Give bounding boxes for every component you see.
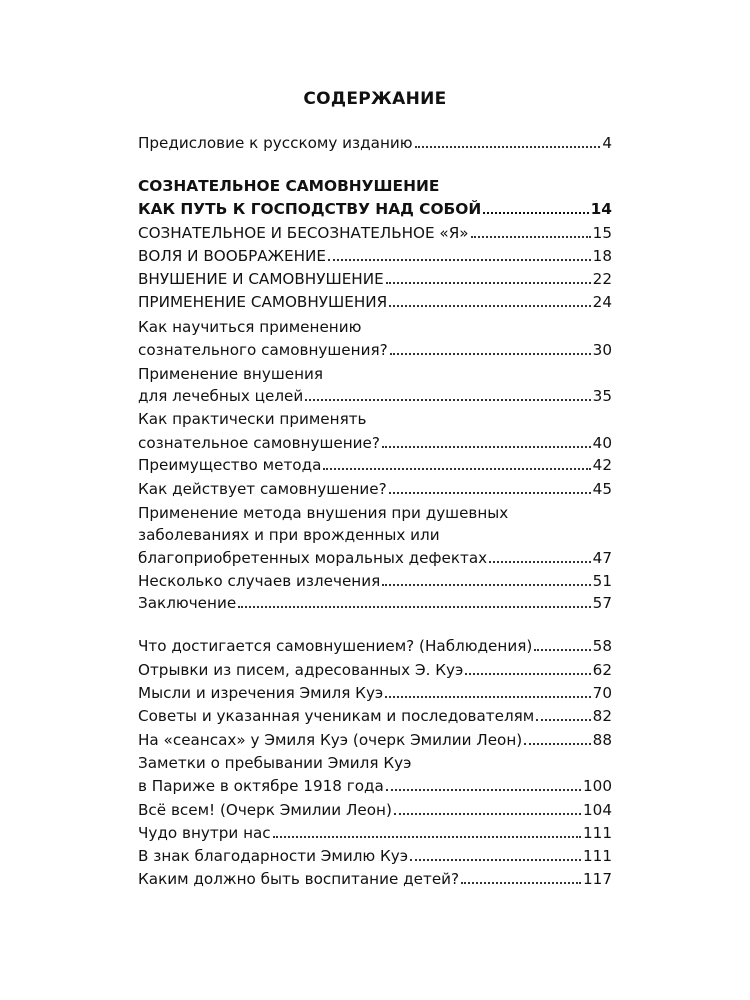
dot-leader [386, 282, 591, 284]
toc-entry-page: 42 [592, 456, 612, 474]
toc-entry [138, 452, 612, 474]
toc-entry-page: 4 [602, 134, 612, 152]
toc-entry-title: Что достигается самовнушением? (Наблюдения) [138, 637, 533, 655]
dot-leader [389, 492, 591, 494]
toc-entry-title: Мысли и изречения Эмиля Куэ [138, 684, 384, 702]
toc-entry [138, 545, 612, 567]
toc-entry-title: Как научиться применению [138, 318, 362, 336]
toc-entry-title: Применение внушения [138, 365, 324, 383]
toc-entry [138, 590, 612, 612]
toc-entry-title: заболеваниях и при врожденных или [138, 526, 440, 544]
toc-entry-page: 18 [592, 247, 612, 265]
dot-leader [323, 468, 590, 470]
toc-entry-title: сознательного самовнушения? [138, 341, 388, 359]
toc-entry-page: 35 [592, 387, 612, 405]
toc-entry-title: СОЗНАТЕЛЬНОЕ И БЕСОЗНАТЕЛЬНОЕ «Я» [138, 224, 469, 242]
toc-entry-page: 57 [592, 594, 612, 612]
dot-leader [471, 236, 591, 238]
toc-entry-title: Преимущество метода [138, 456, 322, 474]
toc-entry [138, 820, 612, 842]
dot-leader [328, 259, 591, 261]
toc-entry-title: ВОЛЯ И ВООБРАЖЕНИЕ [138, 247, 326, 265]
toc-entry-title: Как действует самовнушение? [138, 480, 387, 498]
toc-entry-title: СОЗНАТЕЛЬНОЕ САМОВНУШЕНИЕ [138, 177, 440, 195]
dot-leader [382, 446, 591, 448]
toc-entry [138, 220, 612, 242]
toc-entry-page: 45 [592, 480, 612, 498]
toc-entry-title: сознательное самовнушение? [138, 434, 380, 452]
toc-entry-page: 51 [592, 572, 612, 590]
dot-leader [382, 584, 590, 586]
dot-leader [534, 649, 590, 651]
toc-entry-page: 100 [583, 777, 612, 795]
dot-leader [394, 813, 581, 815]
toc-entry [138, 243, 612, 265]
toc-entry [138, 703, 612, 725]
toc-entry [138, 196, 612, 218]
toc-entry [138, 130, 612, 152]
toc-entry-title: На «сеансах» у Эмиля Куэ (очерк Эмилии Леон) [138, 731, 523, 749]
toc-entry [138, 430, 612, 452]
toc-entry [138, 476, 612, 498]
toc-entry [138, 657, 612, 679]
toc-entry-page: 62 [592, 661, 612, 679]
dot-leader [273, 836, 581, 838]
toc-entry-title: Несколько случаев излечения [138, 572, 381, 590]
toc-entry-title: Предисловие к русскому изданию [138, 134, 413, 152]
toc-entry-title: Заключение [138, 594, 237, 612]
toc-entry [138, 727, 612, 749]
dot-leader [483, 212, 588, 214]
dot-leader [385, 696, 590, 698]
toc-entry [138, 383, 612, 405]
toc-entry-title: ВНУШЕНИЕ И САМОВНУШЕНИЕ [138, 270, 384, 288]
dot-leader [390, 353, 591, 355]
toc-entry-title: Заметки о пребывании Эмиля Куэ [138, 754, 412, 772]
toc-entry-title: благоприобретенных моральных дефектах [138, 549, 488, 567]
toc-entry-page: 40 [592, 434, 612, 452]
toc-entry-page: 111 [583, 824, 612, 842]
dot-leader [415, 146, 601, 148]
toc-entry-title: ПРИМЕНЕНИЕ САМОВНУШЕНИЯ [138, 293, 388, 311]
toc-entry-title: В знак благодарности Эмилю Куэ [138, 847, 409, 865]
toc-entry-title: Чудо внутри нас [138, 824, 271, 842]
toc-entry [138, 337, 612, 359]
toc-entry [138, 266, 612, 288]
dot-leader [386, 789, 581, 791]
dot-leader [536, 719, 590, 721]
toc-entry-title: Каким должно быть воспитание детей? [138, 870, 460, 888]
dot-leader [489, 561, 591, 563]
page-title: СОДЕРЖАНИЕ [303, 89, 447, 109]
dot-leader [238, 606, 591, 608]
toc-entry-page: 24 [592, 293, 612, 311]
toc-entry-title: Как практически применять [138, 410, 367, 428]
toc-entry-title: Применение метода внушения при душевных [138, 504, 509, 522]
toc-entry-title: Отрывки из писем, адресованных Э. Куэ [138, 661, 464, 679]
dot-leader [524, 743, 590, 745]
toc-entry-title: для лечебных целей [138, 387, 304, 405]
toc-entry-page: 58 [592, 637, 612, 655]
toc-entry-title: в Париже в октябре 1918 года [138, 777, 384, 795]
toc-entry [138, 866, 612, 888]
toc-entry [138, 843, 612, 865]
dot-leader [461, 882, 581, 884]
toc-entry-page: 82 [592, 707, 612, 725]
toc-entry-page: 117 [583, 870, 612, 888]
toc-entry-page: 30 [592, 341, 612, 359]
toc-entry-title: КАК ПУТЬ К ГОСПОДСТВУ НАД СОБОЙ [138, 200, 482, 218]
toc-entry-page: 47 [592, 549, 612, 567]
toc-entry-page: 70 [592, 684, 612, 702]
toc-entry [138, 289, 612, 311]
toc-entry [138, 680, 612, 702]
dot-leader [389, 305, 590, 307]
dot-leader [410, 859, 581, 861]
toc-entry [138, 797, 612, 819]
toc-entry [138, 773, 612, 795]
dot-leader [305, 399, 590, 401]
toc-entry-title: Всё всем! (Очерк Эмилии Леон) [138, 801, 392, 819]
toc-entry-title: Советы и указанная ученикам и последователям [138, 707, 535, 725]
toc-entry-page: 22 [592, 270, 612, 288]
toc-entry-page: 104 [583, 801, 612, 819]
toc-entry-page: 111 [583, 847, 612, 865]
toc-entry-page: 15 [592, 224, 612, 242]
toc-entry [138, 633, 612, 655]
toc-entry-page: 88 [592, 731, 612, 749]
toc-entry [138, 568, 612, 590]
dot-leader [465, 673, 590, 675]
toc-entry-page: 14 [590, 200, 612, 218]
